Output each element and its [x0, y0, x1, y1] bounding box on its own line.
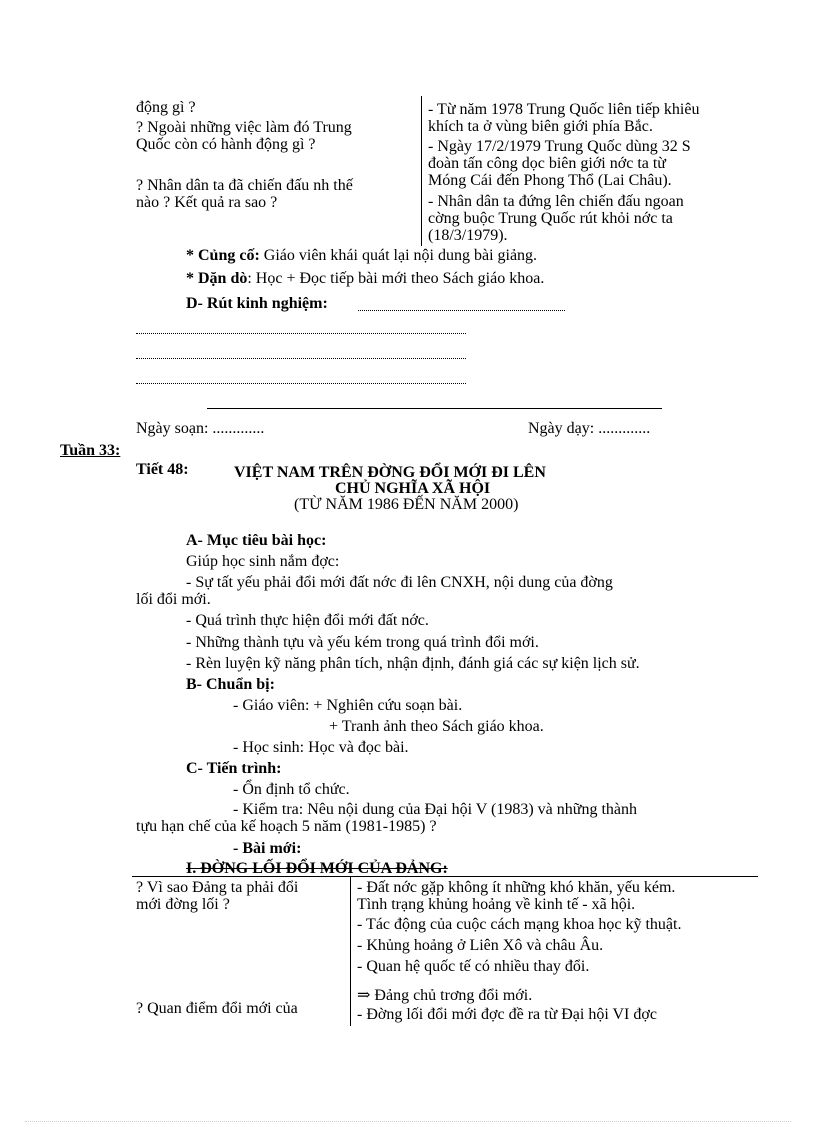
consolidate-text: Giáo viên khái quát lại nội dung bài giảng. — [259, 247, 538, 264]
separator-line — [207, 408, 662, 409]
bottom-q1-line2: mới đờng lối ? — [136, 896, 230, 913]
bottom-a1-line2: Tình trạng khủng hoảng về kinh tế - xã hội. — [357, 896, 636, 913]
experience-dotline-2 — [136, 358, 466, 359]
consolidate-label: * Củng cố: — [186, 247, 260, 264]
bottom-a6: - Đờng lối đổi mới đợc đề ra từ Đại hội VI đợc — [357, 1006, 657, 1023]
section-a-item3: - Những thành tựu và yếu kém trong quá trình đổi mới. — [186, 634, 539, 651]
section-a-item1-line1: - Sự tất yếu phải đổi mới đất nớc đi lên CNXH, nội dung của đờng — [186, 574, 613, 591]
bottom-q1-line1: ? Vì sao Đảng ta phải đổi — [136, 879, 299, 896]
section-b-student: - Học sinh: Học và đọc bài. — [233, 739, 409, 756]
top-left-line-4: ? Nhân dân ta đã chiến đấu nh thế — [136, 177, 353, 194]
section-a-item4: - Rèn luyện kỹ năng phân tích, nhận định, đánh giá các sự kiện lịch sử. — [186, 655, 640, 672]
week-label: Tuần 33: — [60, 442, 121, 459]
top-right-line-7: cờng buộc Trung Quốc rút khỏi nớc ta — [428, 210, 673, 227]
homework-text: : Học + Đọc tiếp bài mới theo Sách giáo khoa. — [247, 270, 545, 287]
top-right-line-2: khích ta ở vùng biên giới phía Bắc. — [428, 118, 653, 135]
experience-heading: D- Rút kinh nghiệm: — [186, 295, 328, 312]
section-a-item2: - Quá trình thực hiện đổi mới đất nớc. — [186, 612, 429, 629]
section-c-step2-line2: tựu hạn chế của kế hoạch 5 năm (1981-1985) ? — [136, 818, 437, 835]
section-b-teacher-1: - Giáo viên: + Nghiên cứu soạn bài. — [233, 697, 463, 714]
section-c-new-lesson: - Bài mới: — [233, 840, 302, 857]
top-right-line-1: - Từ năm 1978 Trung Quốc liên tiếp khiêu — [428, 101, 700, 118]
top-right-line-3: - Ngày 17/2/1979 Trung Quốc dùng 32 S — [428, 138, 691, 155]
top-right-line-6: - Nhân dân ta đứng lên chiến đấu ngoan — [428, 193, 684, 210]
right-arrow-icon: ⇒ — [357, 987, 371, 1004]
experience-dotline-0 — [358, 310, 565, 311]
section-b-teacher-2: + Tranh ảnh theo Sách giáo khoa. — [329, 718, 544, 735]
top-left-line-1: động gì ? — [136, 99, 196, 116]
bottom-table-divider — [350, 876, 351, 1026]
date-prep: Ngày soạn: ............. — [136, 420, 265, 437]
section-a-item1-line2: lối đổi mới. — [136, 591, 211, 608]
top-left-line-5: nào ? Kết quả ra sao ? — [136, 194, 278, 211]
top-table-divider — [421, 96, 422, 246]
section-a-heading: A- Mục tiêu bài học: — [186, 532, 327, 549]
experience-dotline-3 — [136, 383, 466, 384]
bottom-a3: - Khủng hoảng ở Liên Xô và châu Âu. — [357, 937, 604, 954]
bottom-table-top-border — [132, 876, 758, 877]
bottom-a4: - Quan hệ quốc tế có nhiều thay đổi. — [357, 958, 590, 975]
part1-heading: I. ĐỜNG LỐI ĐỔI MỚI CỦA ĐẢNG: — [186, 860, 448, 877]
section-b-heading: B- Chuẩn bị: — [186, 676, 275, 693]
bottom-q2-line1: ? Quan điểm đổi mới của — [136, 1000, 298, 1017]
date-teach: Ngày dạy: ............. — [528, 420, 651, 437]
homework-line — [186, 270, 544, 288]
top-left-line-2: ? Ngoài những việc làm đó Trung — [136, 119, 352, 136]
section-c-step2-line1: - Kiểm tra: Nêu nội dung của Đại hội V (1983) và những thành — [233, 801, 637, 818]
lesson-label: Tiết 48: — [136, 461, 189, 478]
bottom-a5-line — [357, 985, 532, 1005]
top-right-line-4: đoàn tấn công dọc biên giới nớc ta từ — [428, 155, 666, 172]
section-c-heading: C- Tiến trình: — [186, 760, 282, 777]
bottom-a2: - Tác động của cuộc cách mạng khoa học kỹ thuật. — [357, 916, 682, 933]
consolidate-line — [186, 247, 537, 265]
section-c-step1: - Ổn định tổ chức. — [233, 781, 350, 798]
top-left-line-3: Quốc còn có hành động gì ? — [136, 136, 316, 153]
title-line-1: VIỆT NAM TRÊN ĐỜNG ĐỔI MỚI ĐI LÊN — [234, 464, 546, 481]
page-bottom-dotted-edge — [25, 1121, 791, 1122]
title-line-3: (TỪ NĂM 1986 ĐẾN NĂM 2000) — [294, 496, 519, 513]
homework-label: * Dặn dò — [186, 270, 248, 287]
bottom-a1-line1: - Đất nớc gặp không ít những khó khăn, yếu kém. — [357, 879, 676, 896]
top-right-line-5: Móng Cái đến Phong Thổ (Lai Châu). — [428, 172, 672, 189]
title-line-2: CHỦ NGHĨA XÃ HỘI — [335, 480, 491, 497]
bottom-a5: Đảng chủ trơng đổi mới. — [370, 987, 533, 1004]
section-a-intro: Giúp học sinh nắm đợc: — [186, 553, 340, 570]
experience-dotline-1 — [136, 333, 466, 334]
top-right-line-8: (18/3/1979). — [428, 227, 508, 244]
